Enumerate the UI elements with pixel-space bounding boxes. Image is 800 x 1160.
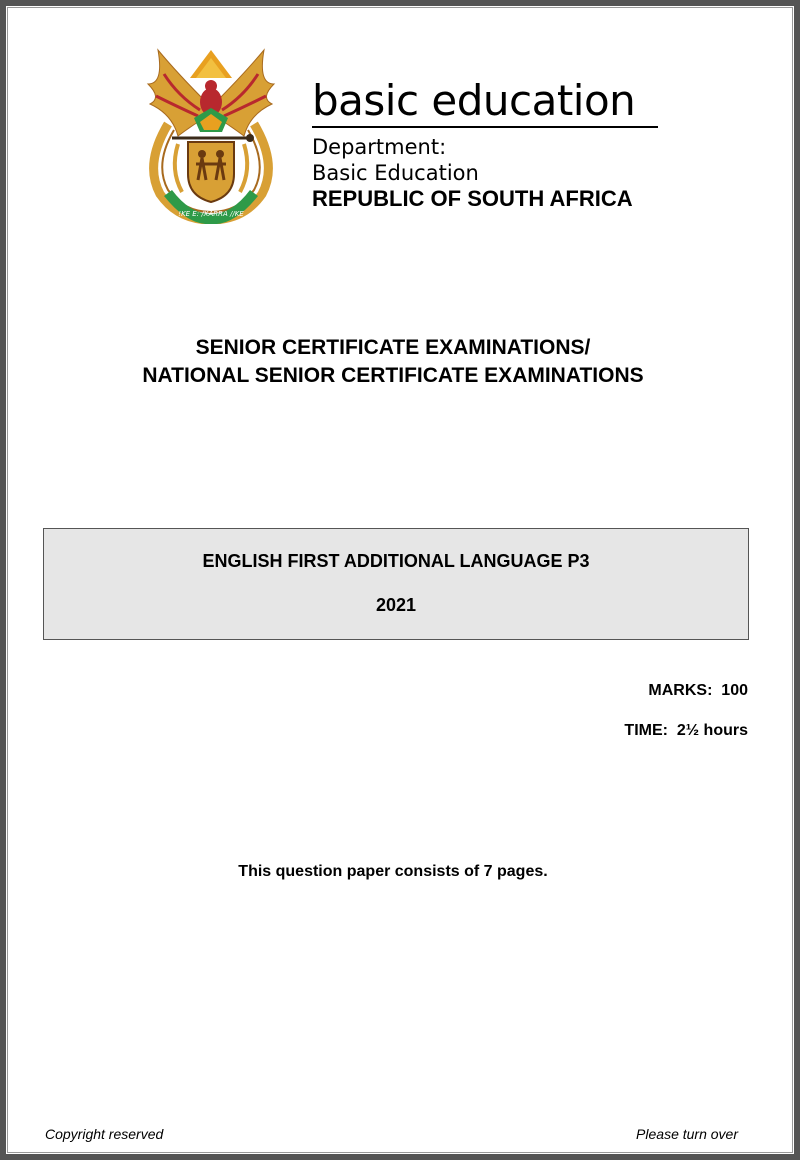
country-name: REPUBLIC OF SOUTH AFRICA: [312, 186, 633, 211]
subject-box: [43, 528, 749, 640]
subject-year: 2021: [375, 595, 417, 615]
department-name: Basic Education: [312, 161, 479, 185]
brand-title: basic education: [312, 76, 636, 125]
svg-text:!KE E: /XARRA //KE: !KE E: /XARRA //KE: [178, 210, 244, 218]
marks-label: MARKS: 100: [648, 682, 748, 699]
page-count-note: This question paper consists of 7 pages.: [238, 863, 548, 880]
copyright-footer: Copyright reserved: [45, 1126, 164, 1142]
department-label: Department:: [312, 135, 447, 159]
subject-title: ENGLISH FIRST ADDITIONAL LANGUAGE P3: [202, 551, 590, 571]
coat-of-arms-icon: [138, 44, 284, 224]
exam-heading: [0, 334, 786, 390]
brand-divider: [312, 126, 658, 128]
department-brand: [312, 76, 662, 212]
time-label: TIME: 2½ hours: [624, 722, 748, 739]
turn-over-footer: Please turn over: [636, 1126, 738, 1142]
exam-heading-line1: SENIOR CERTIFICATE EXAMINATIONS/: [195, 336, 591, 359]
exam-heading-line2: NATIONAL SENIOR CERTIFICATE EXAMINATIONS: [142, 364, 644, 387]
